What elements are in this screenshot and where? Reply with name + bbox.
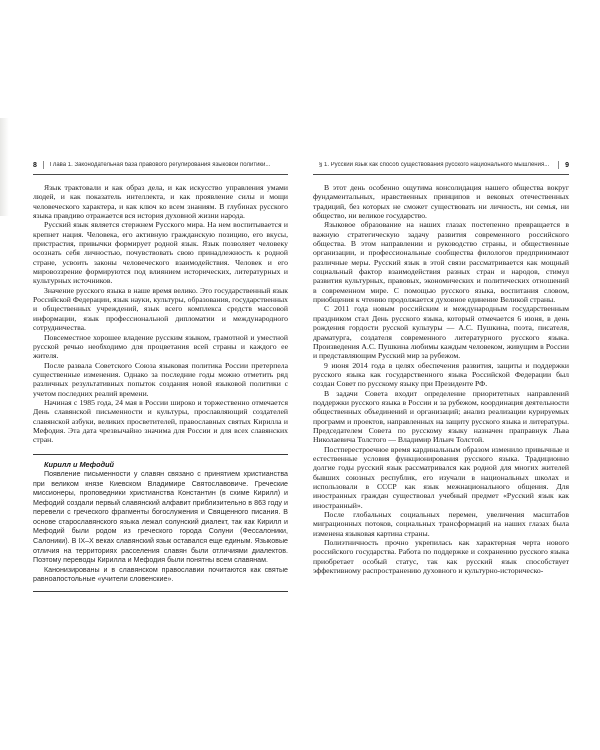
- right-page-body: [313, 183, 569, 575]
- header-divider: [558, 161, 559, 169]
- info-box-paragraph: Появление письменности у славян связано с принятием христианства при великом князе Киевском Владимире Святославовиче. Греческие миссионеры, проповедники христианства Константин (в схиме Кирилл) и Мефодий создали первый славянский алфавит приблизительно в 863 году и перевели с греческого фрагменты богослужения и Священного писания. В основе старославянского языка лежал солунский диалект, так как Кирилл и Мефодий были родом из греческого города Солуни (Фессалоники, Салоники). В IX–X веках славянский язык оставался еще единым. Языковые отличия на территориях расселения славян были отличиями диалектов. Поэтому переводы Кирилла и Мефодия были понятны всем славянам.: [33, 470, 288, 565]
- page-edge-artifact: [0, 118, 9, 216]
- paragraph: Повсеместное хорошее владение русским языком, грамотной и уместной русской речью необходимо для процветания всей страны и каждого ее жителя.: [33, 332, 288, 361]
- left-running-head: [33, 160, 288, 175]
- header-divider: [43, 161, 44, 169]
- left-page-number: 8: [33, 161, 37, 169]
- info-box-kirill-i-mefodiy: [33, 454, 288, 592]
- paragraph: С 2011 года новым российским и международным государственным праздником стал День русского языка, который отмечается 6 июня, в день рождения гордости русской культуры — А.С. Пушкина, поэта, писателя, драматурга, создателя современного литературного русского языка. Произведения А.С. Пушкина любимы каждым человеком, живущим в России и представляющим Русский мир за рубежом.: [313, 304, 569, 361]
- paragraph: Начиная с 1985 года, 24 мая в России широко и торжественно отмечается День славянской письменности и культуры, прославляющий создателей славянской азбуки, великих просветителей, православных святых Кирилла и Мефодия. Эта дата чрезвычайно значима для России и для всех славянских стран.: [33, 397, 288, 445]
- right-running-head: [313, 160, 569, 175]
- info-box-heading: Кирилл и Мефодий: [44, 459, 115, 469]
- paragraph: В задачи Совета входит определение приоритетных направлений поддержки русского языка в России и за рубежом, координация деятельности общественных объединений и организаций; анализ реализации курируемых программ и проектов, направленных на защиту русского языка и литературы. Председателем Совета по русскому языку назначен праправнук Льва Николаевича Толстого — Владимир Ильич Толстой.: [313, 388, 569, 445]
- paragraph: Постперестроечное время кардинальным образом изменило привычные и естественные условия функционирования русского языка. Традиционно долгие годы русский язык рассматривался как родной для многих жителей бывших союзных республик, его изучали в национальных школах и использовали в СССР как язык межнационального общения. Для иностранных граждан существовал учебный предмет «Русский язык как иностранный».: [313, 444, 569, 510]
- paragraph: 9 июня 2014 года в целях обеспечения развития, защиты и поддержки русского языка как государственного языка Российской Федерации был создан Совет по русскому языку при Президенте РФ.: [313, 360, 569, 389]
- info-box-paragraph: Канонизированы и в славянском православии почитаются как святые равноапостольные «учители словенские».: [33, 565, 288, 584]
- paragraph: Язык трактовали и как образ дела, и как искусство управления умами людей, и как показатель интеллекта, и как проявление силы и мощи человеческого характера, и как ключ ко всем знаниям. В глубинах русского языка правдиво отражается вся история духовной жизни народа.: [33, 183, 288, 221]
- paragraph: В этот день особенно ощутима консолидация нашего общества вокруг фундаментальных, нравственных принципов и вековых отечественных традиций, без которых не сможет существовать ни личность, ни семья, ни общество, ни великое государство.: [313, 183, 569, 221]
- left-page-body: [33, 183, 288, 445]
- paragraph: После развала Советского Союза языковая политика России претерпела существенные изменения. Однако за последние годы можно отметить ряд различных результативных попыток создания новой языковой политики с учетом последних реалий времени.: [33, 360, 288, 398]
- paragraph: Языковое образование на наших глазах постепенно превращается в важную стратегическую задачу развития современного российского общества. В этом направлении и руководство страны, и общественные организации, и профессиональные сообщества филологов предпринимают различные меры. Русский язык в этой связи рассматривается как мощный социальный фактор взаимодействия разных стран и народов, стимул развития культурных, правовых, экономических и политических отношений в современном мире. С помощью русского языка, воспитания словом, приобщения к чтению продолжается духовное единение Великой страны.: [313, 220, 569, 305]
- book-spread: [33, 160, 569, 592]
- right-page-number: 9: [565, 161, 569, 169]
- left-page: [33, 160, 288, 592]
- left-running-head-title: Глава 1. Законодательная база правового регулирования языковой политики...: [49, 162, 271, 168]
- paragraph: Полиэтничность прочно укрепилась как характерная черта нового российского государства. Работа по поддержке и сохранению русского языка приобретает особый статус, так как русский язык способствует эффективному распространению духовного и культурно-историческо-: [313, 538, 569, 576]
- paragraph: После глобальных социальных перемен, увеличения масштабов миграционных потоков, социальных трансформаций на наших глазах была изменена языковая картина страны.: [313, 510, 569, 538]
- paragraph: Значение русского языка в наше время велико. Это государственный язык Российской Федерации, язык науки, культуры, образования, государственных и общественных учреждений, язык всего комплекса средств массовой информации, язык профессиональной дипломатии и международного сотрудничества.: [33, 285, 288, 333]
- right-running-head-title: § 1. Русский язык как способ существования русского национального мышления...: [319, 162, 550, 168]
- right-page: [313, 160, 569, 592]
- paragraph: Русский язык является стержнем Русского мира. На нем воспитывается и крепнет нация. Человека, его активную гражданскую позицию, его вкусы, пристрастия, привычки формирует родной язык. Язык позволяет человеку осознать себя личностью, почувствовать свою принадлежность к родной стране, усвоить законы человеческого взаимодействия. Человек и его мировоззрение формируются под влиянием исторических, литературных и культурных источников.: [33, 220, 288, 286]
